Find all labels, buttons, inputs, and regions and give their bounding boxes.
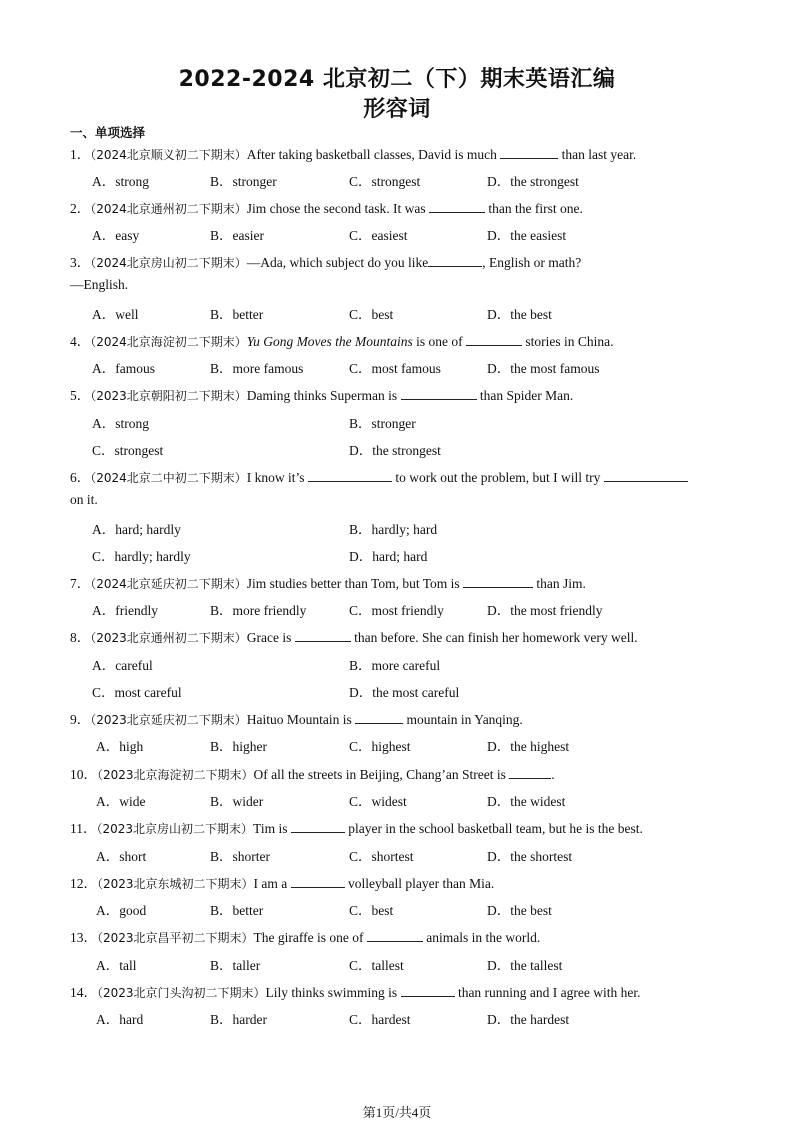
option-9c: C．highest — [349, 739, 411, 754]
question-7: 7．（2024北京延庆初二下期末）Jim studies better than Tom, but Tom is than Jim. — [70, 576, 586, 591]
option-3c: C．best — [349, 307, 394, 322]
option-11a: A．short — [96, 849, 147, 864]
option-4c: C．most famous — [349, 361, 441, 376]
option-7c: C．most friendly — [349, 603, 444, 618]
option-5a: A．strong — [92, 416, 149, 431]
question-6-continuation: on it. — [70, 492, 98, 507]
answer-blank — [291, 876, 345, 888]
option-11b: B．shorter — [210, 849, 270, 864]
option-1c: C．strongest — [349, 174, 421, 189]
answer-blank — [429, 201, 485, 213]
question-3-continuation: —English. — [70, 277, 129, 292]
document-title: 2022-2024 北京初二（下）期末英语汇编 — [178, 67, 616, 92]
option-3d: D．the best — [487, 307, 552, 322]
answer-blank — [401, 985, 455, 997]
question-14: 14．（2023北京门头沟初二下期末）Lily thinks swimming is than running and I agree with her. — [70, 985, 641, 1000]
option-4b: B．more famous — [210, 361, 304, 376]
option-4d: D．the most famous — [487, 361, 600, 376]
option-3a: A．well — [92, 307, 139, 322]
option-12c: C．best — [349, 903, 394, 918]
option-13a: A．tall — [96, 958, 137, 973]
option-5b: B．stronger — [349, 416, 416, 431]
question-2: 2．（2024北京通州初二下期末）Jim chose the second task. It was than the first one. — [70, 201, 583, 216]
option-10b: B．wider — [210, 794, 264, 809]
option-14d: D．the hardest — [487, 1012, 570, 1027]
answer-blank — [428, 255, 482, 267]
question-8: 8．（2023北京通州初二下期末）Grace is than before. She can finish her homework very well. — [70, 630, 638, 645]
document-subtitle: 形容词 — [363, 97, 431, 122]
question-9: 9．（2023北京延庆初二下期末）Haituo Mountain is mountain in Yanqing. — [70, 712, 523, 727]
answer-blank — [308, 470, 392, 482]
option-11d: D．the shortest — [487, 849, 573, 864]
question-4: 4．（2024北京海淀初二下期末）Yu Gong Moves the Mountains is one of stories in China. — [70, 334, 614, 349]
question-10: 10．（2023北京海淀初二下期末）Of all the streets in Beijing, Chang’an Street is . — [70, 767, 555, 782]
option-8b: B．more careful — [349, 658, 441, 673]
option-11c: C．shortest — [349, 849, 414, 864]
question-5: 5．（2023北京朝阳初二下期末）Daming thinks Superman is than Spider Man. — [70, 388, 574, 403]
answer-blank — [509, 767, 551, 779]
answer-blank — [295, 630, 351, 642]
answer-blank — [466, 334, 522, 346]
question-12: 12．（2023北京东城初二下期末）I am a volleyball player than Mia. — [70, 876, 495, 891]
question-6: 6．（2024北京二中初二下期末）I know it’s to work out the problem, but I will try — [70, 466, 688, 486]
option-7d: D．the most friendly — [487, 603, 603, 618]
answer-blank — [367, 930, 423, 942]
answer-blank — [401, 388, 477, 400]
option-12a: A．good — [96, 903, 147, 918]
page-number: 第1页/共4页 — [362, 1105, 432, 1120]
option-2d: D．the easiest — [487, 228, 567, 243]
option-2c: C．easiest — [349, 228, 408, 243]
option-10c: C．widest — [349, 794, 407, 809]
option-12d: D．the best — [487, 903, 552, 918]
option-1b: B．stronger — [210, 174, 277, 189]
answer-blank — [463, 576, 533, 588]
option-6a: A．hard; hardly — [92, 522, 181, 537]
option-8c: C．most careful — [92, 685, 182, 700]
option-10d: D．the widest — [487, 794, 566, 809]
option-1a: A．strong — [92, 174, 149, 189]
option-14a: A．hard — [96, 1012, 144, 1027]
option-7b: B．more friendly — [210, 603, 307, 618]
section-title: 一、单项选择 — [70, 125, 146, 140]
option-12b: B．better — [210, 903, 264, 918]
option-14c: C．hardest — [349, 1012, 411, 1027]
answer-blank — [500, 147, 558, 159]
option-2a: A．easy — [92, 228, 140, 243]
question-1: 1．（2024北京顺义初二下期末）After taking basketball classes, David is much than last year. — [70, 147, 637, 162]
option-5d: D．the strongest — [349, 443, 441, 458]
option-1d: D．the strongest — [487, 174, 579, 189]
answer-blank — [604, 470, 688, 482]
question-13: 13．（2023北京昌平初二下期末）The giraffe is one of animals in the world. — [70, 930, 541, 945]
answer-blank — [355, 712, 403, 724]
answer-blank — [291, 821, 345, 833]
option-4a: A．famous — [92, 361, 155, 376]
question-3: 3．（2024北京房山初二下期末）—Ada, which subject do you like , English or math? — [70, 255, 582, 270]
option-9d: D．the highest — [487, 739, 570, 754]
question-11: 11．（2023北京房山初二下期末）Tim is player in the school basketball team, but he is the best. — [70, 821, 643, 836]
option-9b: B．higher — [210, 739, 267, 754]
option-10a: A．wide — [96, 794, 146, 809]
option-5c: C．strongest — [92, 443, 164, 458]
option-13c: C．tallest — [349, 958, 404, 973]
option-8d: D．the most careful — [349, 685, 460, 700]
option-3b: B．better — [210, 307, 264, 322]
option-2b: B．easier — [210, 228, 264, 243]
option-6c: C．hardly; hardly — [92, 549, 191, 564]
option-13b: B．taller — [210, 958, 261, 973]
option-9a: A．high — [96, 739, 144, 754]
option-6d: D．hard; hard — [349, 549, 428, 564]
option-7a: A．friendly — [92, 603, 158, 618]
option-6b: B．hardly; hard — [349, 522, 438, 537]
option-8a: A．careful — [92, 658, 153, 673]
option-13d: D．the tallest — [487, 958, 563, 973]
option-14b: B．harder — [210, 1012, 267, 1027]
